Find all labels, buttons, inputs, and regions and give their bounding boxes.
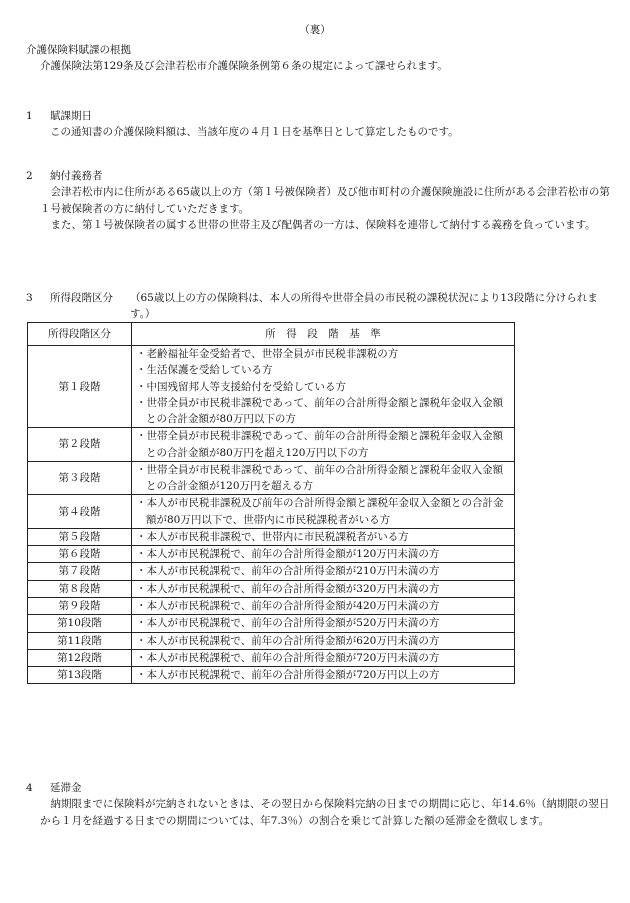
criteria-item: ・本人が市民税非課税で、世帯内に市民税課税者がいる方 [136, 530, 409, 543]
criteria-item: ・世帯全員が市民税非課税であって、前年の合計所得金額と課税年金収入金額との合計金額が120万円を超える方 [136, 463, 504, 493]
criteria-cell [132, 528, 515, 545]
criteria-item: ・本人が市民税課税で、前年の合計所得金額が320万円未満の方 [136, 582, 440, 595]
table-row [28, 461, 515, 495]
criteria-item: ・本人が市民税課税で、前年の合計所得金額が420万円未満の方 [136, 599, 440, 612]
section-1-number: 1 [26, 110, 33, 122]
criteria-item: ・本人が市民税課税で、前年の合計所得金額が620万円未満の方 [136, 634, 440, 647]
section-3-note: （65歳以上の方の保険料は、本人の所得や世帯全員の市民税の課税状況により13段階に分けられます。） [130, 292, 598, 321]
stage-cell: 第13段階 [28, 667, 132, 684]
section-1-text: この通知書の介護保険料額は、当該年度の４月１日を基準日として算定したものです。 [50, 126, 459, 139]
stage-cell: 第５段階 [28, 528, 132, 545]
criteria-cell [132, 546, 515, 563]
section-2-heading [26, 168, 612, 184]
basis-title: 介護保険料賦課の根拠 [26, 44, 131, 56]
section-2-title: 納付義務者 [50, 170, 103, 182]
section-1 [26, 108, 612, 141]
criteria-item: ・本人が市民税課税で、前年の合計所得金額が210万円未満の方 [136, 565, 440, 578]
table-row [28, 649, 515, 666]
table-row [28, 495, 515, 529]
criteria-item: ・本人が市民税課税で、前年の合計所得金額が520万円未満の方 [136, 617, 440, 630]
table-row [28, 563, 515, 580]
table-row [28, 428, 515, 462]
section-4-text: 納期限までに保険料が完納されないときは、その翌日から保険料完納の日までの期間に応じ、年14.6％（納期限の翌日から１月を経過する日までの期間については、年7.3％）の割合を乗じて計算した額の延滞金を徴収します。 [40, 798, 610, 827]
criteria-item: ・本人が市民税課税で、前年の合計所得金額が720万円以上の方 [136, 669, 440, 682]
criteria-item: ・世帯全員が市民税非課税であって、前年の合計所得金額と課税年金収入金額との合計金額が80万円以下の方 [136, 396, 504, 426]
stage-cell: 第３段階 [28, 461, 132, 495]
stage-cell: 第９段階 [28, 597, 132, 614]
stage-cell: 第11段階 [28, 632, 132, 649]
table-row [28, 667, 515, 684]
stage-cell: 第６段階 [28, 546, 132, 563]
table-row [28, 597, 515, 614]
section-4-title: 延滞金 [50, 782, 82, 794]
section-3-title: 所得段階区分 [50, 292, 113, 304]
table-row [28, 528, 515, 545]
table-row [28, 580, 515, 597]
criteria-item: ・老齢福祉年金受給者で、世帯全員が市民税非課税の方 [136, 348, 399, 360]
table-row [28, 346, 515, 428]
criteria-cell [132, 495, 515, 529]
stage-cell: 第12段階 [28, 649, 132, 666]
table-body [28, 346, 515, 684]
basis-block [26, 42, 612, 75]
stage-cell: 第８段階 [28, 580, 132, 597]
table-row [28, 615, 515, 632]
section-2 [26, 168, 612, 233]
criteria-cell [132, 615, 515, 632]
section-4-heading [26, 780, 610, 796]
table-header-criteria: 所 得 段 階 基 準 [132, 323, 515, 346]
page-header: （裏） [299, 24, 331, 36]
table-header-stage: 所得段階区分 [28, 323, 132, 346]
section-1-heading [26, 108, 612, 124]
stage-cell: 第２段階 [28, 428, 132, 462]
table-row [28, 632, 515, 649]
criteria-cell [132, 346, 515, 428]
stage-cell: 第４段階 [28, 495, 132, 529]
section-4-number: 4 [26, 782, 33, 794]
criteria-cell [132, 667, 515, 684]
section-2-para1: 会津若松市内に住所がある65歳以上の方（第１号被保険者）及び他市町村の介護保険施設に住所がある会津若松市の第１号被保険者の方に納付していただきます。 [40, 186, 610, 215]
criteria-cell [132, 632, 515, 649]
criteria-item: ・生活保護を受給している方 [136, 364, 273, 377]
criteria-item: ・本人が市民税非課税及び前年の合計所得金額と課税年金収入金額との合計金額が80万円以下で、世帯内に市民税課税者がいる方 [136, 497, 504, 526]
criteria-item: ・本人が市民税課税で、前年の合計所得金額が120万円未満の方 [136, 548, 440, 561]
table-header-row [28, 323, 515, 346]
basis-text: 介護保険法第129条及び会津若松市介護保険条例第６条の規定によって課せられます。 [40, 60, 448, 73]
section-2-number: 2 [26, 170, 33, 182]
criteria-item: ・本人が市民税課税で、前年の合計所得金額が720万円未満の方 [136, 651, 440, 664]
stage-cell: 第１段階 [28, 346, 132, 428]
stage-cell: 第７段階 [28, 563, 132, 580]
criteria-cell [132, 461, 515, 495]
criteria-cell [132, 649, 515, 666]
criteria-item: ・中国残留邦人等支援給付を受給している方 [136, 380, 346, 393]
criteria-cell [132, 597, 515, 614]
income-stage-table [27, 322, 515, 684]
stage-cell: 第10段階 [28, 615, 132, 632]
table-row [28, 546, 515, 563]
criteria-cell [132, 580, 515, 597]
section-3-number: 3 [26, 292, 33, 304]
criteria-cell [132, 563, 515, 580]
criteria-cell [132, 428, 515, 462]
section-1-title: 賦課期日 [50, 110, 93, 122]
section-4 [26, 780, 610, 829]
criteria-item: ・世帯全員が市民税非課税であって、前年の合計所得金額と課税年金収入金額との合計金額が80万円を超え120万円以下の方 [136, 430, 504, 459]
section-2-para2: また、第１号被保険者の属する世帯の世帯主及び配偶者の一方は、保険料を連帯して納付する義務を負っています。 [50, 218, 596, 231]
